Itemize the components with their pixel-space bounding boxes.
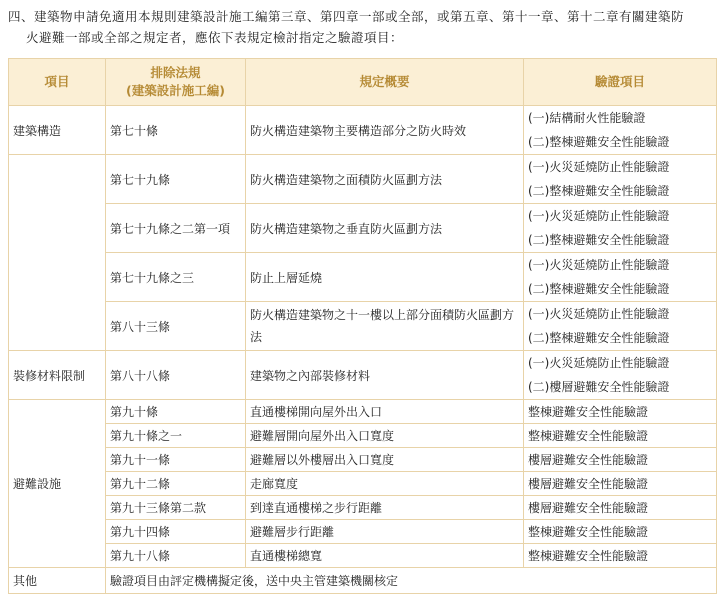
category-cell: 避難設施 [9,400,106,568]
verify-cell: 整棟避難安全性能驗證 [524,520,717,544]
verify-cell [524,302,717,351]
summary-cell: 防火構造建築物之面積防火區劃方法 [246,155,524,204]
summary-cell: 防火構造建築物之十一樓以上部分面積防火區劃方法 [246,302,524,351]
other-note-cell: 驗證項目由評定機構擬定後，送中央主管建築機關核定 [106,568,717,594]
table-row [9,351,717,400]
summary-cell: 直通樓梯開向屋外出入口 [246,400,524,424]
verify-item: (一)火災延燒防止性能驗證 [528,160,670,174]
table-row [9,424,717,448]
header-law [106,59,246,106]
intro-line-2: 火避難一部或全部之規定者，應依下表規定檢討指定之驗證項目： [26,30,404,45]
law-cell: 第八十三條 [106,302,246,351]
table-row-other [9,568,717,594]
summary-cell: 避難層開向屋外出入口寬度 [246,424,524,448]
verify-item: (二)整棟避難安全性能驗證 [528,233,670,247]
verify-item: (一)火災延燒防止性能驗證 [528,258,670,272]
verify-item: (一)火災延燒防止性能驗證 [528,209,670,223]
law-cell: 第九十四條 [106,520,246,544]
table-row [9,400,717,424]
summary-cell: 到達直通樓梯之步行距離 [246,496,524,520]
verify-cell [524,253,717,302]
verify-item: (一)結構耐火性能驗證 [528,111,646,125]
category-cell: 裝修材料限制 [9,351,106,400]
law-cell: 第九十條之一 [106,424,246,448]
law-cell: 第八十八條 [106,351,246,400]
verify-cell [524,351,717,400]
regulation-table [8,58,717,594]
summary-cell: 走廊寬度 [246,472,524,496]
category-cell: 其他 [9,568,106,594]
header-verify: 驗證項目 [524,59,717,106]
header-law-title: 排除法規 [150,65,201,80]
table-row [9,204,717,253]
verify-cell [524,204,717,253]
verify-item: (二)整棟避難安全性能驗證 [528,184,670,198]
summary-cell: 避難層步行距離 [246,520,524,544]
law-cell: 第九十二條 [106,472,246,496]
table-row [9,448,717,472]
summary-cell: 防火構造建築物主要構造部分之防火時效 [246,106,524,155]
table-row [9,155,717,204]
verify-cell [524,155,717,204]
verify-item: (二)整棟避難安全性能驗證 [528,282,670,296]
table-row [9,544,717,568]
verify-item: (二)整棟避難安全性能驗證 [528,135,670,149]
verify-item: (二)樓層避難安全性能驗證 [528,380,670,394]
category-cell-empty [9,155,106,351]
table-row [9,106,717,155]
law-cell: 第七十九條之二第一項 [106,204,246,253]
law-cell: 第九十一條 [106,448,246,472]
verify-cell: 樓層避難安全性能驗證 [524,472,717,496]
table-row [9,520,717,544]
intro-line-1: 四、建築物申請免適用本規則建築設計施工編第三章、第四章一部或全部，或第五章、第十一章、第十二章有關建築防 [8,9,685,24]
summary-cell: 避難層以外樓層出入口寬度 [246,448,524,472]
category-cell: 建築構造 [9,106,106,155]
law-cell: 第九十三條第二款 [106,496,246,520]
law-cell: 第九十八條 [106,544,246,568]
table-row [9,302,717,351]
summary-cell: 防止上層延燒 [246,253,524,302]
header-summary: 規定概要 [246,59,524,106]
table-row [9,496,717,520]
summary-cell: 建築物之內部裝修材料 [246,351,524,400]
verify-item: (一)火災延燒防止性能驗證 [528,307,670,321]
header-law-subtitle: (建築設計施工編) [126,83,225,98]
law-cell: 第七十九條 [106,155,246,204]
verify-cell: 樓層避難安全性能驗證 [524,448,717,472]
summary-cell: 直通樓梯總寬 [246,544,524,568]
intro-paragraph [8,6,712,48]
verify-item: (二)整棟避難安全性能驗證 [528,331,670,345]
law-cell: 第七十九條之三 [106,253,246,302]
verify-cell: 整棟避難安全性能驗證 [524,400,717,424]
verify-cell [524,106,717,155]
table-header-row [9,59,717,106]
verify-cell: 整棟避難安全性能驗證 [524,424,717,448]
law-cell: 第七十條 [106,106,246,155]
table-row [9,472,717,496]
summary-cell: 防火構造建築物之垂直防火區劃方法 [246,204,524,253]
table-row [9,253,717,302]
verify-cell: 整棟避難安全性能驗證 [524,544,717,568]
law-cell: 第九十條 [106,400,246,424]
verify-item: (一)火災延燒防止性能驗證 [528,356,670,370]
verify-cell: 樓層避難安全性能驗證 [524,496,717,520]
header-item: 項目 [9,59,106,106]
